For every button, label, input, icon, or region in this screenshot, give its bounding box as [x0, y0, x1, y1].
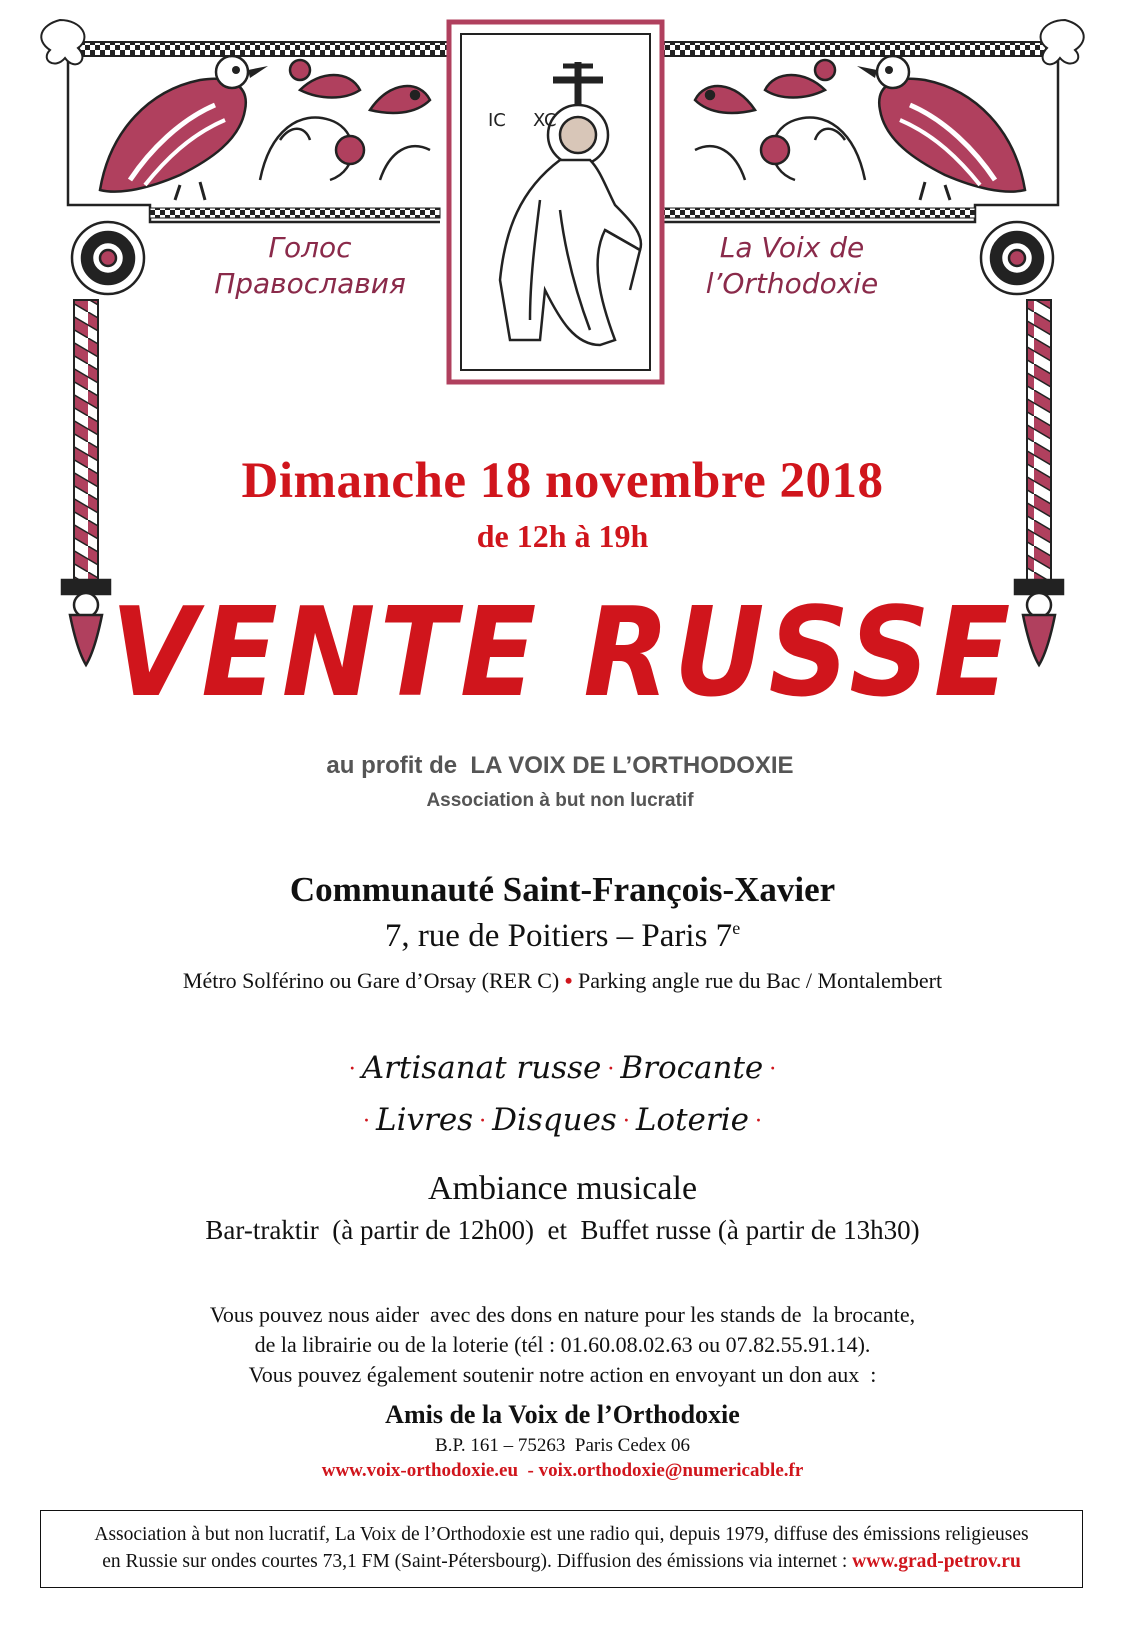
left-bird-ornament: [100, 56, 268, 200]
footer-line-2-text: en Russie sur ondes courtes 73,1 FM (Saint-Pétersbourg). Diffusion des émissions via internet :: [102, 1551, 848, 1572]
venue-address-sup: e: [732, 918, 741, 938]
footer-line-2: [41, 1548, 1082, 1575]
venue-address-text: 7, rue de Poitiers – Paris 7: [384, 918, 733, 954]
help-line-1: Vous pouvez nous aider avec des dons en nature pour les stands de la brocante,: [209, 1302, 916, 1327]
help-line-3: Vous pouvez également soutenir notre action en envoyant un don aux :: [248, 1362, 877, 1387]
access-metro: Métro Solférino ou Gare d’Orsay (RER C): [182, 968, 560, 993]
postal-address: B.P. 161 – 75263 Paris Cedex 06: [435, 1435, 690, 1456]
bullet-icon: ·: [363, 1109, 370, 1134]
profit-prefix: au profit de: [326, 752, 458, 779]
web-contact-link[interactable]: www.voix-orthodoxie.eu - voix.orthodoxie@numericable.fr: [321, 1460, 804, 1481]
icon-letters-right: XC: [533, 110, 557, 131]
event-title: VENTE RUSSE: [110, 581, 1015, 725]
footer-info-box: [40, 1510, 1083, 1588]
bullet-icon: ·: [622, 1109, 630, 1134]
french-title-line1: La Voix de: [719, 231, 865, 264]
items-row-2: [0, 1102, 1125, 1138]
item-disques: Disques: [492, 1102, 617, 1138]
russian-title: [185, 230, 435, 302]
footer-line-1: Association à but non lucratif, La Voix de l’Orthodoxie est une radio qui, depuis 1979, diffuse des émissions religieuses: [94, 1524, 1029, 1545]
left-rosette: [72, 222, 144, 294]
russian-title-line2: Православия: [214, 267, 406, 300]
left-foliage: [260, 60, 430, 180]
event-hours: de 12h à 19h: [476, 518, 649, 554]
bullet-icon: ·: [607, 1057, 615, 1082]
help-line-2: de la librairie ou de la loterie (tél : 01.60.08.02.63 ou 07.82.55.91.14).: [254, 1332, 871, 1357]
corner-fleuron-left: [41, 20, 84, 64]
venue-access: [0, 968, 1125, 994]
corner-fleuron-right: [1041, 20, 1084, 64]
event-date: Dimanche 18 novembre 2018: [241, 453, 884, 509]
item-livres: Livres: [376, 1102, 474, 1138]
right-foliage: [695, 60, 865, 180]
icon-letters-left: IC: [488, 110, 506, 131]
profit-org: LA VOIX DE L’ORTHODOXIE: [470, 752, 794, 779]
item-brocante: Brocante: [620, 1050, 764, 1086]
russian-title-line1: Голос: [268, 231, 352, 264]
association-note: Association à but non lucratif: [426, 790, 694, 811]
footer-website-link[interactable]: www.grad-petrov.ru: [852, 1551, 1021, 1572]
bullet-icon: ·: [769, 1057, 777, 1082]
bullet-icon: ·: [754, 1109, 762, 1134]
french-title: [672, 230, 912, 302]
item-loterie: Loterie: [635, 1102, 749, 1138]
donation-recipient: Amis de la Voix de l’Orthodoxie: [385, 1400, 740, 1429]
separator-dot: •: [564, 968, 573, 993]
venue-address: [0, 918, 1125, 955]
bullet-icon: ·: [348, 1057, 356, 1082]
right-rosette: [981, 222, 1053, 294]
profit-line: [230, 752, 890, 780]
item-artisanat: Artisanat russe: [361, 1050, 602, 1086]
french-title-line2: l’Orthodoxie: [705, 267, 879, 300]
bullet-icon: ·: [479, 1109, 487, 1134]
items-row-1: [0, 1050, 1125, 1086]
ambiance-heading: Ambiance musicale: [427, 1170, 698, 1207]
access-parking: Parking angle rue du Bac / Montalembert: [577, 968, 943, 993]
right-bird-ornament: [857, 56, 1025, 200]
venue-name: Communauté Saint-François-Xavier: [289, 870, 836, 909]
bar-buffet-line: Bar-traktir (à partir de 12h00) et Buffet russe (à partir de 13h30): [205, 1215, 920, 1245]
